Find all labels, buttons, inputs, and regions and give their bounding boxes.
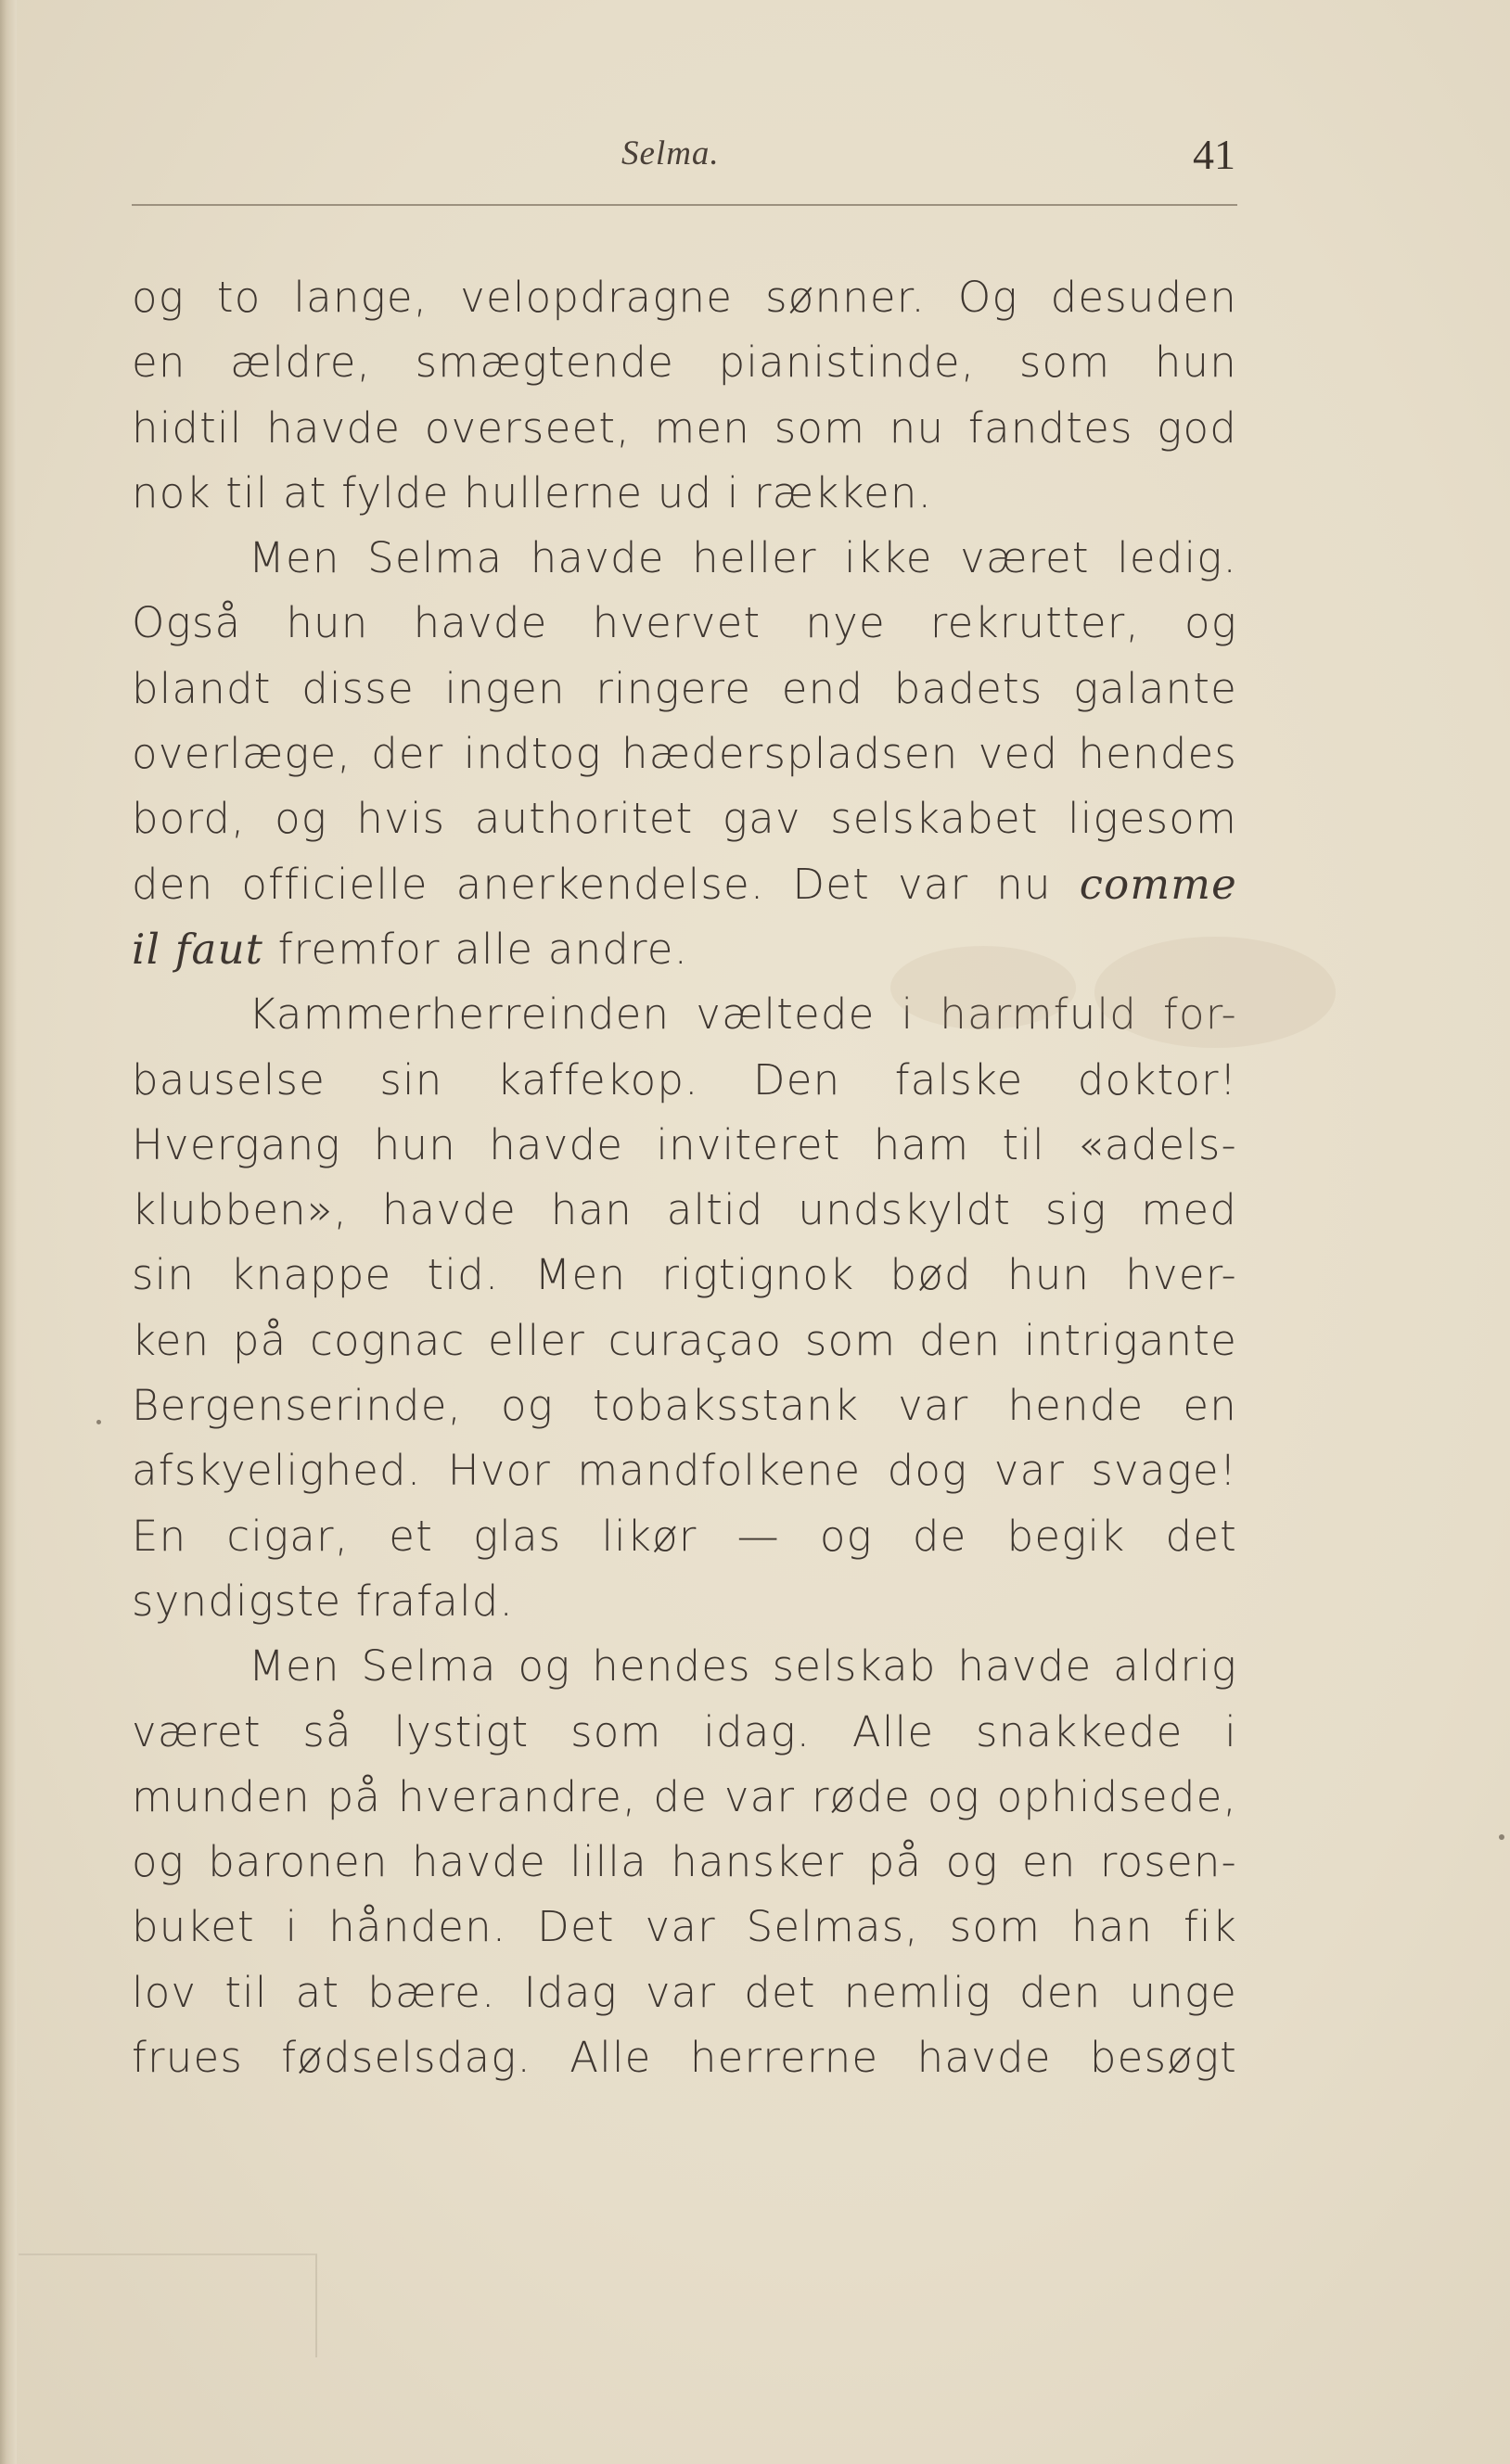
text-line: og to lange, velopdragne sønner. Og desuden — [132, 273, 1237, 322]
italic-phrase: comme — [1079, 859, 1237, 909]
text-line: været så lystigt som idag. Alle snakkede i — [132, 1706, 1237, 1756]
paper-speck — [1499, 1834, 1504, 1840]
text-line: Men Selma og hendes selskab havde aldrig — [249, 1641, 1237, 1692]
text-line: ken på cognac eller curaçao som den intrigante — [132, 1315, 1237, 1365]
text-line — [132, 917, 1237, 982]
text-line: en ældre, smægtende pianistinde, som hun — [132, 338, 1237, 388]
text-line: munden på hverandre, de var røde og ophidsede, — [132, 1771, 1237, 1821]
text-line: bord, og hvis authoritet gav selskabet ligesom — [132, 794, 1237, 844]
paper-speck — [96, 1420, 101, 1424]
text-line: En cigar, et glas likør — og de begik det — [132, 1511, 1237, 1561]
header-rule — [132, 204, 1237, 206]
body-text — [132, 265, 1237, 2090]
page-corner-fold — [19, 2253, 317, 2357]
text-line: Bergenserinde, og tobaksstank var hende en — [132, 1381, 1237, 1431]
paper-stain — [890, 946, 1076, 1029]
text-line: Men Selma havde heller ikke været ledig. — [249, 533, 1237, 583]
paper-stain — [1094, 937, 1336, 1048]
italic-phrase: il faut — [132, 924, 264, 974]
binding-edge — [0, 0, 17, 2464]
text-line: og baronen havde lilla hansker på og en rosen- — [132, 1837, 1237, 1887]
text-segment: fremfor alle andre. — [277, 924, 689, 974]
text-line: hidtil havde overseet, men som nu fandtes god — [132, 402, 1237, 453]
text-line: Kammerherreinden væltede i harmfuld for- — [249, 989, 1237, 1040]
text-line: nok til at fylde hullerne ud i rækken. — [132, 467, 933, 517]
page-number: 41 — [1193, 131, 1235, 178]
text-line: klubben», havde han altid undskyldt sig med — [132, 1185, 1237, 1235]
text-line: frues fødselsdag. Alle herrerne havde besøgt — [132, 2033, 1237, 2083]
text-line: lov til at bære. Idag var det nemlig den unge — [132, 1967, 1237, 2017]
text-line: buket i hånden. Det var Selmas, som han fik — [132, 1902, 1237, 1952]
text-line: bauselse sin kaffekop. Den falske doktor! — [132, 1054, 1237, 1104]
text-line: blandt disse ingen ringere end badets galante — [132, 663, 1237, 713]
text-line: syndigste frafald. — [132, 1576, 515, 1626]
text-segment: den officielle anerkendelse. Det var nu — [132, 859, 1052, 909]
running-head-title: Selma. — [621, 134, 720, 172]
text-line: sin knappe tid. Men rigtignok bød hun hver- — [132, 1250, 1237, 1300]
text-line — [132, 852, 1237, 917]
text-line: Hvergang hun havde inviteret ham til «adels- — [132, 1119, 1237, 1169]
running-head — [132, 130, 1237, 204]
text-line: Også hun havde hvervet nye rekrutter, og — [132, 598, 1237, 648]
text-line: overlæge, der indtog hæderspladsen ved hendes — [132, 729, 1237, 779]
text-line: afskyelighed. Hvor mandfolkene dog var svage! — [132, 1446, 1237, 1496]
